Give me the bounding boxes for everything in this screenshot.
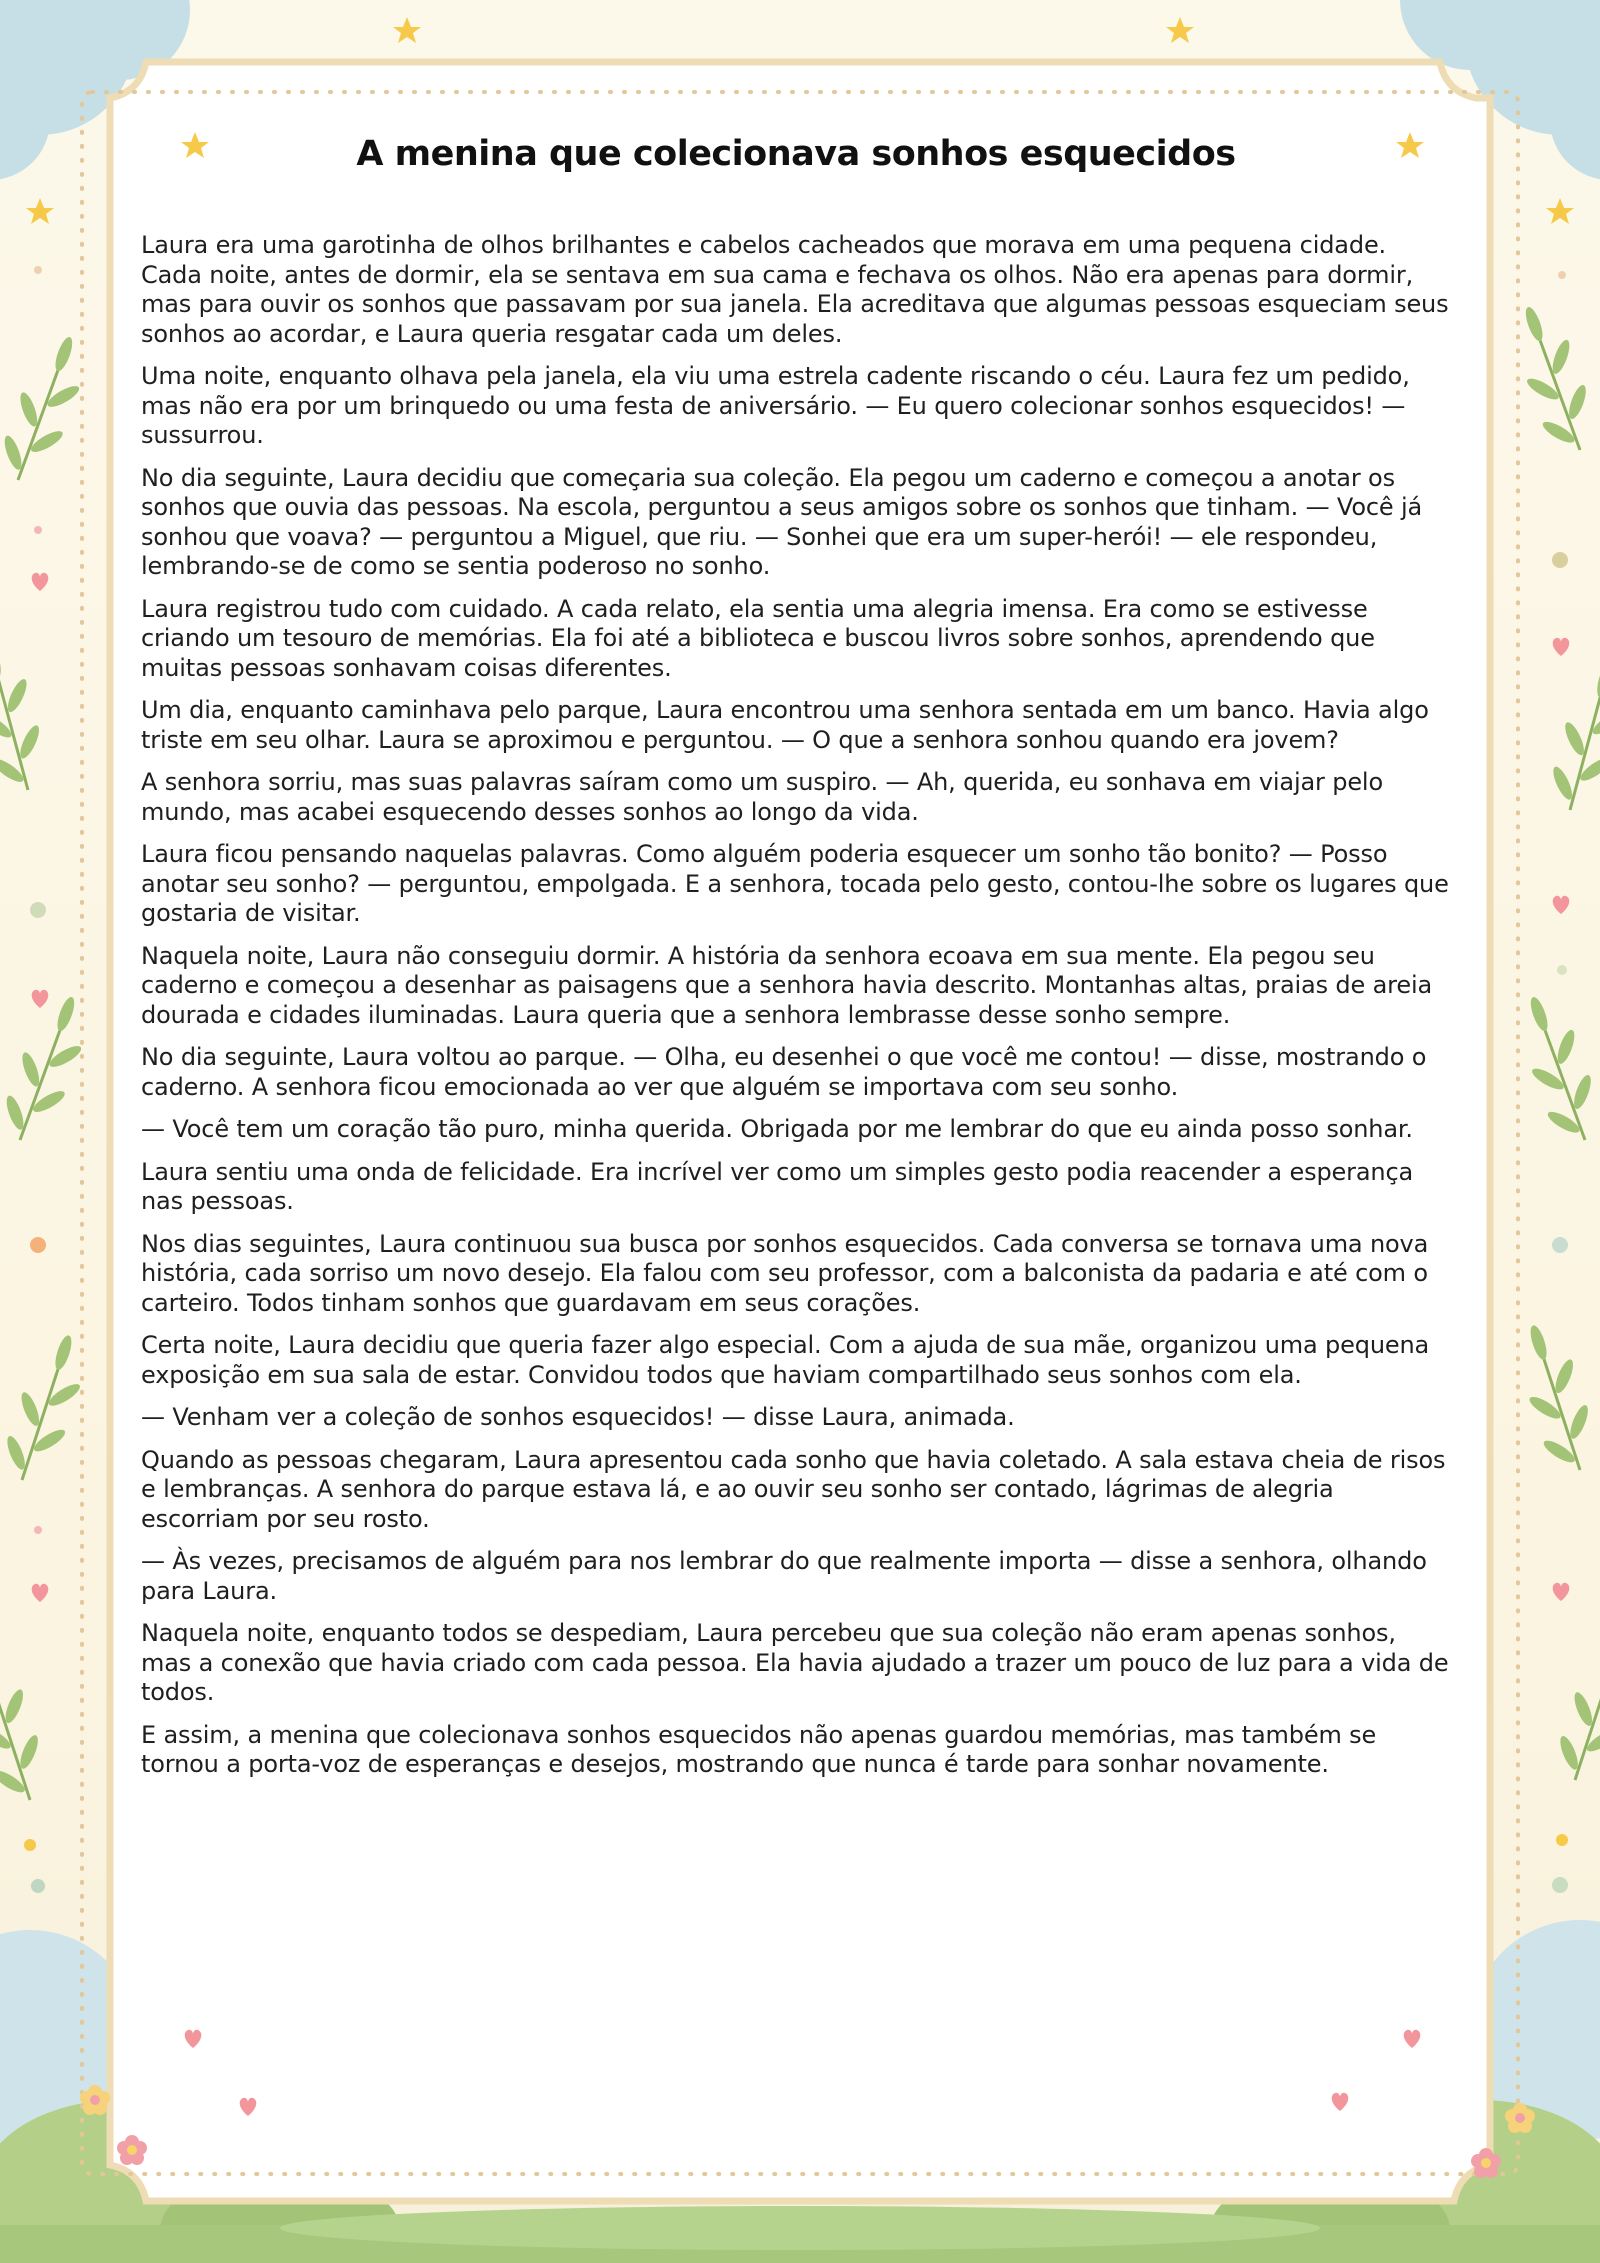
story-paragraph: Laura sentiu uma onda de felicidade. Era incrível ver como um simples gesto podia reacender a esperança nas pessoas.: [141, 1157, 1414, 1215]
story-paragraph: Quando as pessoas chegaram, Laura apresentou cada sonho que havia coletado. A sala estava cheia de risos e lembranças. A senhora do parque estava lá, e ao ouvir seu sonho ser contado, lágrimas de alegria escorriam por seu rosto.: [141, 1445, 1446, 1533]
story-paragraph: Laura ficou pensando naquelas palavras. Como alguém poderia esquecer um sonho tão bonito? — Posso anotar seu sonho? — perguntou, empolgada. E a senhora, tocada pelo gesto, contou-lhe sobre os lugares que gostaria de visitar.: [141, 840, 1449, 927]
leaf-branch-icon: [1500, 297, 1600, 1789]
story-paragraph: Uma noite, enquanto olhava pela janela, ela viu uma estrela cadente riscando o céu. Laura fez um pedido, mas não era por um brinquedo ou uma festa de aniversário. — Eu quero colecionar sonhos esquecidos! — sussurrou.: [141, 362, 1410, 449]
heart-icon: [1553, 638, 1570, 656]
story-paragraph: — Às vezes, precisamos de alguém para nos lembrar do que realmente importa — disse a senhora, olhando para Laura.: [141, 1547, 1427, 1605]
story-paragraph: E assim, a menina que colecionava sonhos esquecidos não apenas guardou memórias, mas também se tornou a porta-voz de esperanças e desejos, mostrando que nunca é tarde para sonhar novamente.: [141, 1720, 1377, 1778]
story-paragraph: Naquela noite, Laura não conseguiu dormir. A história da senhora ecoava em sua mente. Ela pegou seu caderno e começou a desenhar as paisagens que a senhora havia descrito. Montanhas altas, praias de areia dourada e cidades iluminadas. Laura queria que a senhora lembrasse desse sonho sempre.: [141, 941, 1433, 1029]
leaf-branch-icon: [0, 327, 100, 1809]
star-icon: [26, 198, 54, 224]
star-icon: [1166, 17, 1194, 43]
story-paragraph: No dia seguinte, Laura decidiu que começaria sua coleção. Ela pegou um caderno e começou a anotar os sonhos que ouvia das pessoas. Na escola, perguntou a seus amigos sobre os sonhos que tinham. — Você já sonhou que voava? — perguntou a Miguel, que riu. — Sonhei que era um super-herói! — ele respondeu, lembrando-se de como se sentia poderoso no sonho.: [141, 463, 1423, 580]
story-paragraph: Naquela noite, enquanto todos se despediam, Laura percebeu que sua coleção não eram apenas sonhos, mas a conexão que havia criado com cada pessoa. Ela havia ajudado a trazer um pouco de luz para a vida de todos.: [141, 1619, 1449, 1706]
story-paragraph: Certa noite, Laura decidiu que queria fazer algo especial. Com a ajuda de sua mãe, organizou uma pequena exposição em sua sala de estar. Convidou todos que haviam compartilhado seus sonhos com ela.: [141, 1331, 1430, 1389]
story-paragraph: Laura era uma garotinha de olhos brilhantes e cabelos cacheados que morava em uma pequena cidade. Cada noite, antes de dormir, ela se sentava em sua cama e fechava os olhos. Não era apenas para dormir, mas para ouvir os sonhos que passavam por sua janela. Ela acreditava que algumas pessoas esqueciam seus sonhos ao acordar, e Laura queria resgatar cada um deles.: [141, 231, 1449, 348]
story-body: [141, 231, 1451, 1780]
story-paragraph: Um dia, enquanto caminhava pelo parque, Laura encontrou uma senhora sentada em um banco. Havia algo triste em seu olhar. Laura se aproximou e perguntou. — O que a senhora sonhou quando era jovem?: [141, 696, 1429, 754]
story-paragraph: No dia seguinte, Laura voltou ao parque. — Olha, eu desenhei o que você me contou! — disse, mostrando o caderno. A senhora ficou emocionada ao ver que alguém se importava com seu sonho.: [141, 1043, 1427, 1101]
story-paragraph: Nos dias seguintes, Laura continuou sua busca por sonhos esquecidos. Cada conversa se tornava uma nova história, cada sorriso um novo desejo. Ela falou com seu professor, com a balconista da padaria e até com o carteiro. Todos tinham sonhos que guardavam em seus corações.: [141, 1229, 1429, 1317]
star-icon: [393, 17, 421, 43]
story-paragraph: — Venham ver a coleção de sonhos esquecidos! — disse Laura, animada.: [141, 1403, 1015, 1431]
star-icon: [1546, 198, 1574, 224]
heart-icon: [1553, 896, 1570, 914]
story-content: [141, 128, 1451, 1793]
heart-icon: [32, 573, 49, 591]
story-title: A menina que colecionava sonhos esquecidos: [356, 134, 1236, 174]
story-paragraph: — Você tem um coração tão puro, minha querida. Obrigada por me lembrar do que eu ainda posso sonhar.: [141, 1115, 1413, 1143]
story-paragraph: A senhora sorriu, mas suas palavras saíram como um suspiro. — Ah, querida, eu sonhava em viajar pelo mundo, mas acabei esquecendo desses sonhos ao longo da vida.: [141, 768, 1383, 826]
heart-icon: [1553, 1583, 1570, 1601]
heart-icon: [32, 1584, 49, 1602]
heart-icon: [32, 990, 49, 1008]
story-paragraph: Laura registrou tudo com cuidado. A cada relato, ela sentia uma alegria imensa. Era como se estivesse criando um tesouro de memórias. Ela foi até a biblioteca e buscou livros sobre sonhos, aprendendo que muitas pessoas sonhavam coisas diferentes.: [141, 594, 1375, 682]
